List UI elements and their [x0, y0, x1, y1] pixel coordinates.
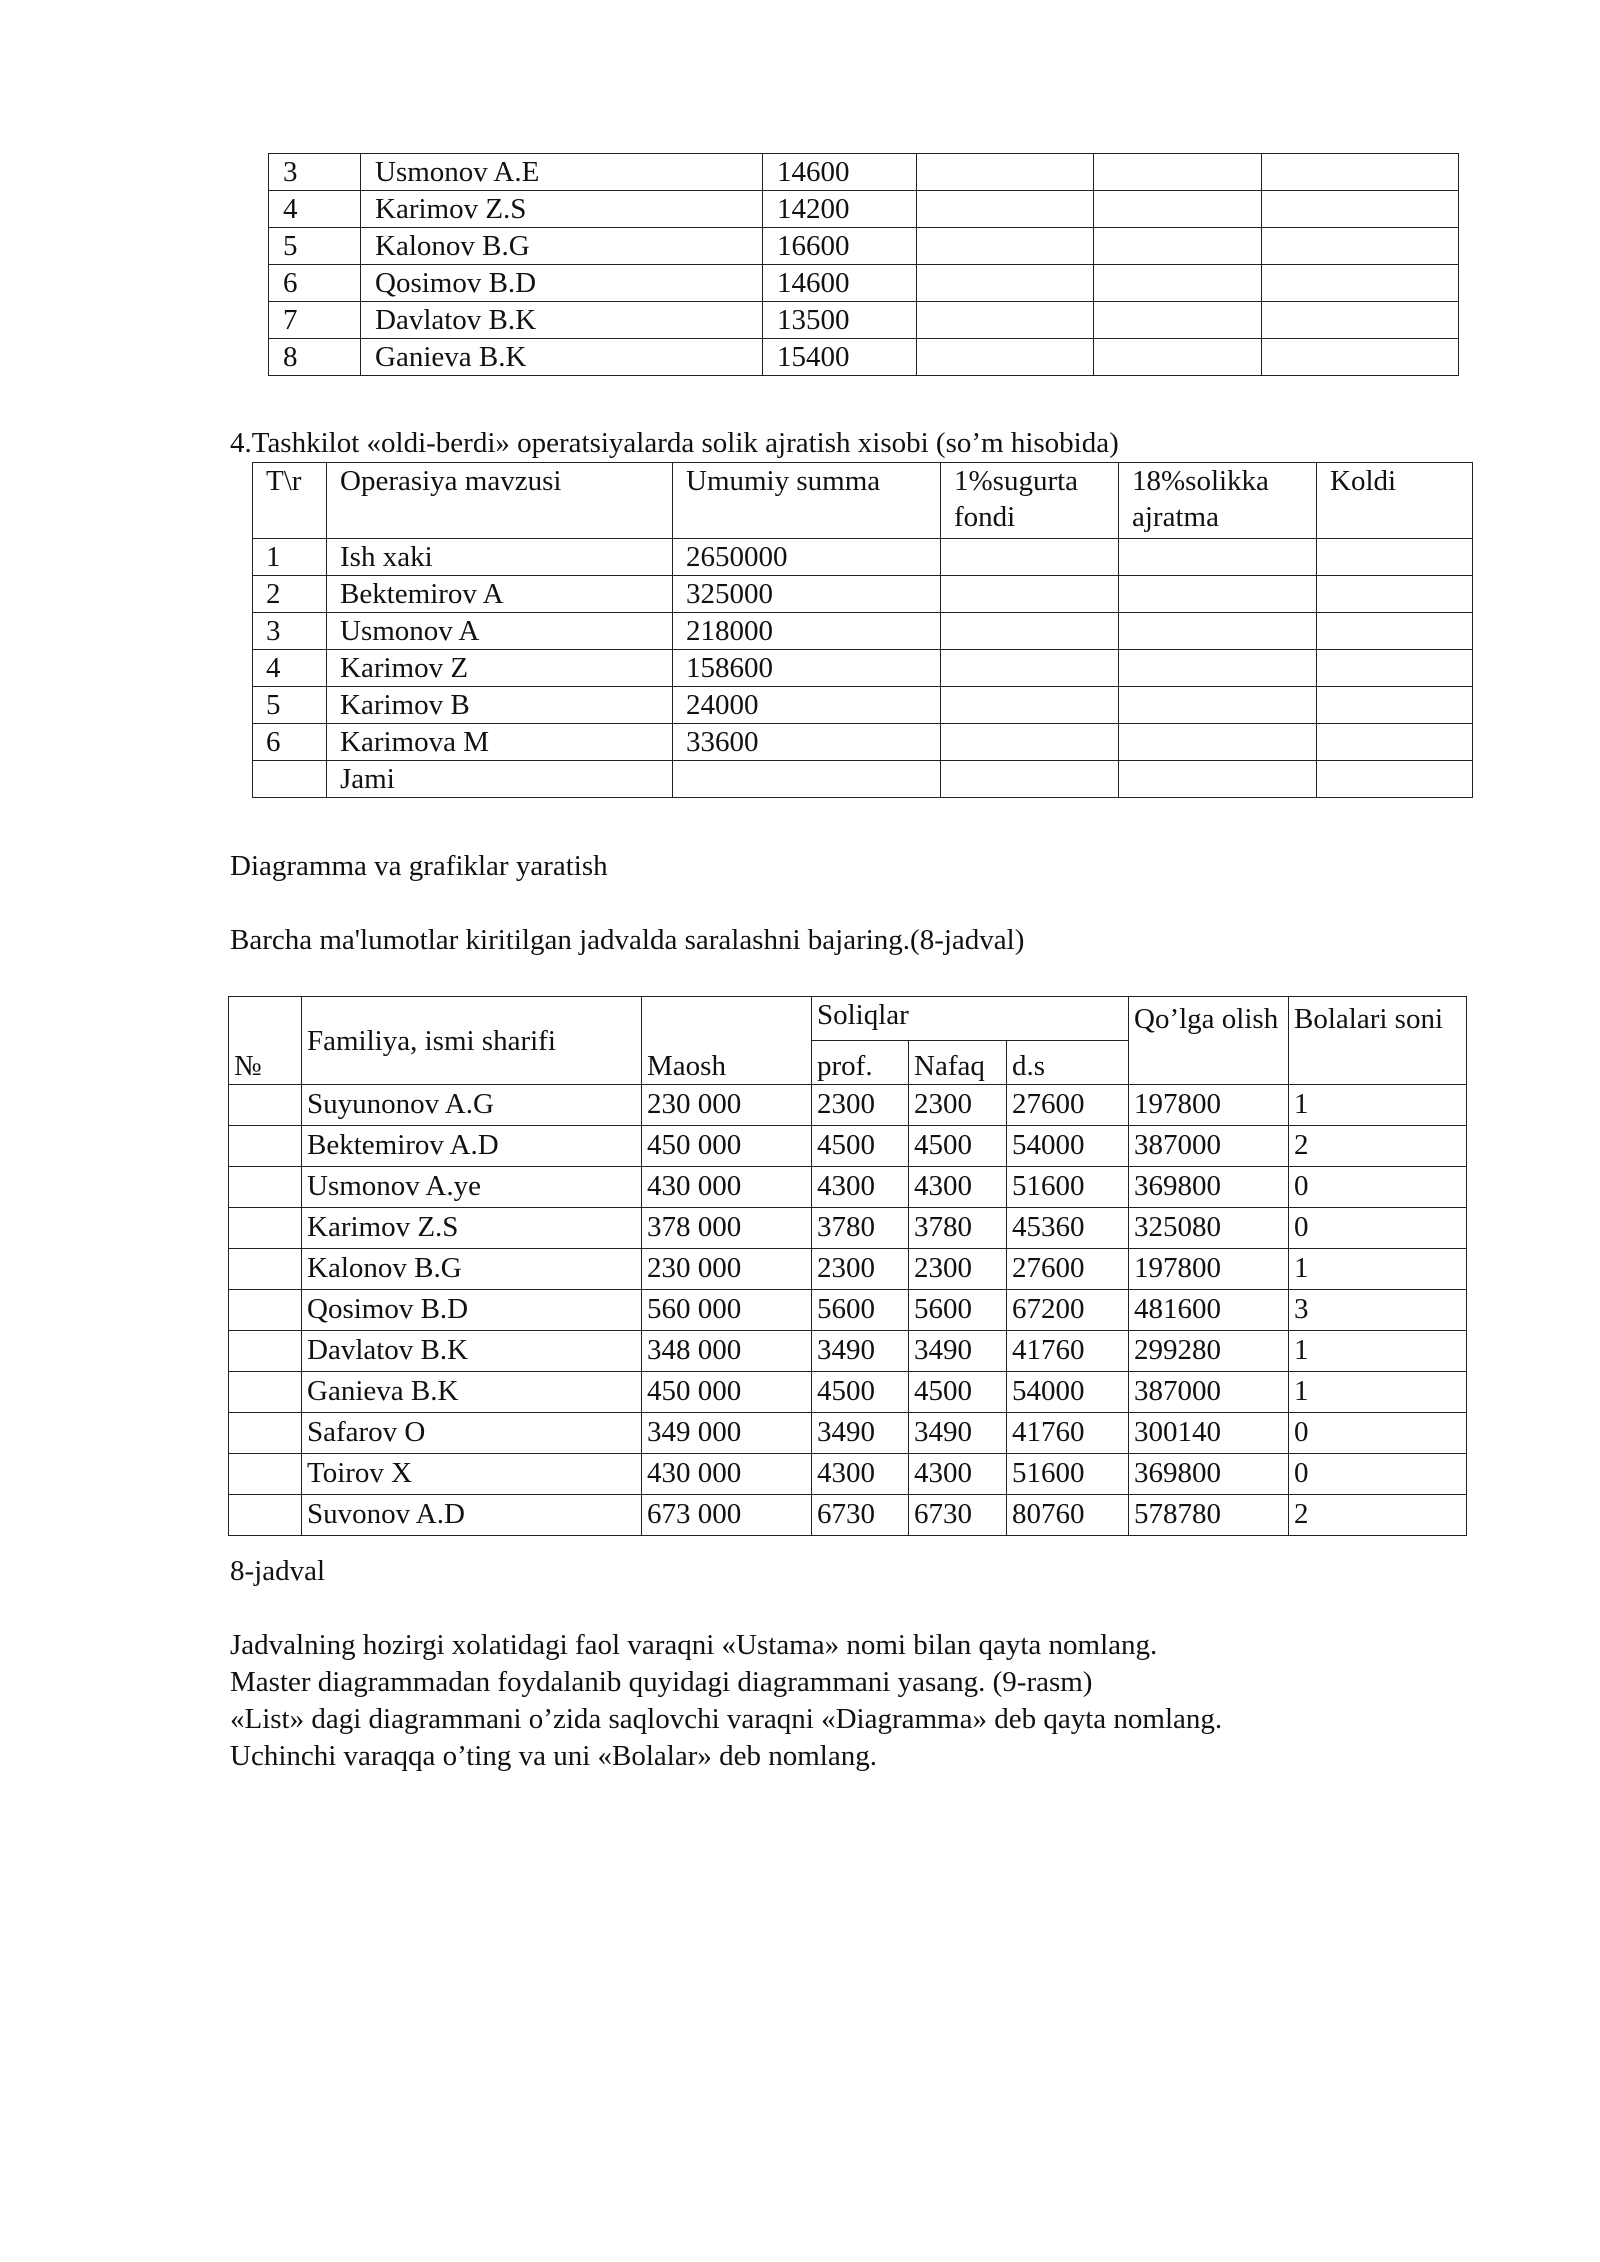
- diagram-heading: Diagramma va grafiklar yaratish: [230, 850, 608, 882]
- table-cell: 2: [253, 576, 327, 613]
- table-cell: 2: [1289, 1495, 1467, 1536]
- table-cell: [1317, 539, 1473, 576]
- table-cell: 325000: [673, 576, 941, 613]
- table-cell: 1: [1289, 1372, 1467, 1413]
- table-cell: [1119, 687, 1317, 724]
- table-cell: [917, 339, 1094, 376]
- table-row: [229, 1331, 1467, 1372]
- table-cell: 0: [1289, 1454, 1467, 1495]
- table-cell: 54000: [1007, 1372, 1129, 1413]
- table-cell: 6: [253, 724, 327, 761]
- table-caption: 8-jadval: [230, 1555, 326, 1587]
- table-cell: [1317, 761, 1473, 798]
- table-cell: Karimov B: [327, 687, 673, 724]
- table-row: [269, 154, 1459, 191]
- table-cell: [1119, 613, 1317, 650]
- table-cell: [941, 761, 1119, 798]
- table-cell: 27600: [1007, 1249, 1129, 1290]
- table-cell: 430 000: [642, 1454, 812, 1495]
- col-header-number: T\r: [253, 463, 327, 539]
- table-row: [229, 1126, 1467, 1167]
- table-cell: Jami: [327, 761, 673, 798]
- table-row: [229, 1454, 1467, 1495]
- sort-instruction: Barcha ma'lumotlar kiritilgan jadvalda saralashni bajaring.(8-jadval): [230, 924, 1025, 956]
- table-cell: [229, 1495, 302, 1536]
- table-cell: Suyunonov A.G: [302, 1085, 642, 1126]
- table-cell: Karimov Z.S: [361, 191, 763, 228]
- table-row: [229, 1413, 1467, 1454]
- table-cell: [917, 265, 1094, 302]
- table-cell: [917, 302, 1094, 339]
- table-cell: 4500: [812, 1126, 909, 1167]
- table-cell: 1: [253, 539, 327, 576]
- table-cell: [917, 154, 1094, 191]
- table-cell: [1262, 302, 1459, 339]
- table-cell: 13500: [763, 302, 917, 339]
- tax-operations-table: [252, 462, 1473, 798]
- table-cell: [1317, 650, 1473, 687]
- table-cell: 1: [1289, 1249, 1467, 1290]
- table-cell: 54000: [1007, 1126, 1129, 1167]
- table-cell: 7: [269, 302, 361, 339]
- table-cell: 6730: [909, 1495, 1007, 1536]
- table-cell: 387000: [1129, 1372, 1289, 1413]
- table-cell: [941, 576, 1119, 613]
- table-cell: [1317, 687, 1473, 724]
- table-cell: 27600: [1007, 1085, 1129, 1126]
- table-cell: [229, 1290, 302, 1331]
- table-cell: 5: [253, 687, 327, 724]
- instruction-4: Uchinchi varaqqa o’ting va uni «Bolalar» deb nomlang.: [230, 1740, 877, 1772]
- table-cell: [1094, 154, 1262, 191]
- table-cell: 4: [269, 191, 361, 228]
- table-cell: [941, 613, 1119, 650]
- col-header-number: №: [229, 997, 302, 1085]
- instruction-1: Jadvalning hozirgi xolatidagi faol varaqni «Ustama» nomi bilan qayta nomlang.: [230, 1629, 1158, 1661]
- table-cell: [229, 1126, 302, 1167]
- table-cell: 15400: [763, 339, 917, 376]
- table-cell: 560 000: [642, 1290, 812, 1331]
- table-cell: 41760: [1007, 1413, 1129, 1454]
- section-4-heading: 4.Tashkilot «oldi-berdi» operatsiyalarda solik ajratish xisobi (so’m hisobida): [230, 427, 1119, 459]
- table-cell: [1262, 228, 1459, 265]
- table-cell: 14600: [763, 265, 917, 302]
- table-cell: 230 000: [642, 1249, 812, 1290]
- table-cell: Usmonov A.ye: [302, 1167, 642, 1208]
- table-row: [229, 1085, 1467, 1126]
- table-cell: [1119, 761, 1317, 798]
- col-header-insurance: 1%sugurta fondi: [941, 463, 1119, 539]
- table-cell: 5600: [909, 1290, 1007, 1331]
- table-cell: [1317, 576, 1473, 613]
- table-cell: 197800: [1129, 1085, 1289, 1126]
- table-cell: 230 000: [642, 1085, 812, 1126]
- table-cell: Safarov O: [302, 1413, 642, 1454]
- table-cell: Karimov Z: [327, 650, 673, 687]
- table-cell: [229, 1085, 302, 1126]
- col-header-taxes: Soliqlar: [812, 997, 1129, 1041]
- instruction-3: «List» dagi diagrammani o’zida saqlovchi varaqni «Diagramma» deb qayta nomlang.: [230, 1703, 1223, 1735]
- table-cell: [1317, 613, 1473, 650]
- table-cell: [229, 1208, 302, 1249]
- table-cell: 51600: [1007, 1167, 1129, 1208]
- table-cell: 33600: [673, 724, 941, 761]
- table-cell: Ish xaki: [327, 539, 673, 576]
- table-row: [269, 302, 1459, 339]
- table-row: [253, 724, 1473, 761]
- table-cell: 481600: [1129, 1290, 1289, 1331]
- table-cell: [1094, 265, 1262, 302]
- col-header-children: Bolalari soni: [1289, 997, 1467, 1085]
- table-cell: Qosimov B.D: [361, 265, 763, 302]
- table-cell: 378 000: [642, 1208, 812, 1249]
- table-cell: 45360: [1007, 1208, 1129, 1249]
- table-row: [269, 265, 1459, 302]
- table-cell: [229, 1331, 302, 1372]
- table-cell: 300140: [1129, 1413, 1289, 1454]
- table-cell: [229, 1372, 302, 1413]
- table-cell: 218000: [673, 613, 941, 650]
- table-cell: 578780: [1129, 1495, 1289, 1536]
- table-cell: 0: [1289, 1167, 1467, 1208]
- table-cell: 3490: [909, 1331, 1007, 1372]
- table-cell: 2: [1289, 1126, 1467, 1167]
- table-cell: 450 000: [642, 1372, 812, 1413]
- table-cell: [941, 539, 1119, 576]
- table-cell: Davlatov B.K: [302, 1331, 642, 1372]
- table-cell: 3: [269, 154, 361, 191]
- table-cell: 2650000: [673, 539, 941, 576]
- instruction-2: Master diagrammadan foydalanib quyidagi diagrammani yasang. (9-rasm): [230, 1666, 1093, 1698]
- table-cell: 4300: [812, 1167, 909, 1208]
- table-cell: [1094, 339, 1262, 376]
- table-row: [229, 1167, 1467, 1208]
- table-cell: 3490: [812, 1413, 909, 1454]
- table-cell: 430 000: [642, 1167, 812, 1208]
- table-cell: [1094, 228, 1262, 265]
- table-cell: 4500: [909, 1372, 1007, 1413]
- table-cell: [917, 191, 1094, 228]
- table-row: [229, 1208, 1467, 1249]
- table-row: [253, 576, 1473, 613]
- table-cell: 2300: [812, 1085, 909, 1126]
- table-cell: 369800: [1129, 1454, 1289, 1495]
- table-cell: 4300: [909, 1167, 1007, 1208]
- table-cell: [1262, 154, 1459, 191]
- table-row: [253, 687, 1473, 724]
- table-row: [253, 613, 1473, 650]
- col-header-remainder: Koldi: [1317, 463, 1473, 539]
- table-cell: [941, 687, 1119, 724]
- col-header-nafaq: Nafaq: [909, 1041, 1007, 1085]
- table-cell: 4300: [909, 1454, 1007, 1495]
- table-header-row: [229, 997, 1467, 1041]
- table-cell: [229, 1249, 302, 1290]
- table-cell: 3780: [909, 1208, 1007, 1249]
- table-cell: 3: [1289, 1290, 1467, 1331]
- table-row: [229, 1249, 1467, 1290]
- table-cell: [1094, 191, 1262, 228]
- table-cell: [917, 228, 1094, 265]
- table-row: [253, 761, 1473, 798]
- table-row: [269, 191, 1459, 228]
- table-cell: 299280: [1129, 1331, 1289, 1372]
- table-cell: [229, 1413, 302, 1454]
- col-header-net: Qo’lga olish: [1129, 997, 1289, 1085]
- table-cell: [941, 650, 1119, 687]
- table-cell: Ganieva B.K: [302, 1372, 642, 1413]
- table-cell: 4500: [909, 1126, 1007, 1167]
- table-cell: 16600: [763, 228, 917, 265]
- table-cell: [1262, 191, 1459, 228]
- table-cell: 14200: [763, 191, 917, 228]
- table-cell: Bektemirov A.D: [302, 1126, 642, 1167]
- table-8: [228, 996, 1467, 1536]
- table-cell: Karimov Z.S: [302, 1208, 642, 1249]
- table-cell: [253, 761, 327, 798]
- col-header-tax: 18%solikka ajratma: [1119, 463, 1317, 539]
- table-cell: 67200: [1007, 1290, 1129, 1331]
- table-cell: 349 000: [642, 1413, 812, 1454]
- table-row: [253, 650, 1473, 687]
- table-cell: Kalonov B.G: [361, 228, 763, 265]
- table-row: [269, 228, 1459, 265]
- table-cell: 673 000: [642, 1495, 812, 1536]
- table-cell: 369800: [1129, 1167, 1289, 1208]
- table-cell: 6: [269, 265, 361, 302]
- table-cell: 2300: [909, 1249, 1007, 1290]
- col-header-ds: d.s: [1007, 1041, 1129, 1085]
- table-cell: 5600: [812, 1290, 909, 1331]
- table-cell: 1: [1289, 1085, 1467, 1126]
- table-cell: 14600: [763, 154, 917, 191]
- table-cell: 5: [269, 228, 361, 265]
- col-header-prof: prof.: [812, 1041, 909, 1085]
- salary-table-continuation: [268, 153, 1459, 376]
- table-cell: 3780: [812, 1208, 909, 1249]
- table-cell: 3490: [909, 1413, 1007, 1454]
- table-cell: Ganieva B.K: [361, 339, 763, 376]
- table-cell: [941, 724, 1119, 761]
- table-cell: 24000: [673, 687, 941, 724]
- table-cell: 325080: [1129, 1208, 1289, 1249]
- table-cell: [229, 1454, 302, 1495]
- col-header-name: Familiya, ismi sharifi: [302, 997, 642, 1085]
- table-cell: [1262, 265, 1459, 302]
- table-row: [229, 1290, 1467, 1331]
- col-header-salary: Maosh: [642, 997, 812, 1085]
- table-cell: 3: [253, 613, 327, 650]
- table-cell: Davlatov B.K: [361, 302, 763, 339]
- table-cell: [673, 761, 941, 798]
- table-row: [229, 1372, 1467, 1413]
- table-row: [253, 539, 1473, 576]
- table-row: [269, 339, 1459, 376]
- table-cell: Usmonov A: [327, 613, 673, 650]
- table-cell: Kalonov B.G: [302, 1249, 642, 1290]
- table-cell: 158600: [673, 650, 941, 687]
- table-cell: 1: [1289, 1331, 1467, 1372]
- table-cell: 41760: [1007, 1331, 1129, 1372]
- table-cell: [1119, 539, 1317, 576]
- table-cell: [1317, 724, 1473, 761]
- table-cell: 2300: [909, 1085, 1007, 1126]
- table-cell: [229, 1167, 302, 1208]
- table-cell: [1119, 576, 1317, 613]
- table-cell: Qosimov B.D: [302, 1290, 642, 1331]
- table-cell: 2300: [812, 1249, 909, 1290]
- table-cell: 197800: [1129, 1249, 1289, 1290]
- table-cell: 450 000: [642, 1126, 812, 1167]
- table-cell: Usmonov A.E: [361, 154, 763, 191]
- table-cell: Bektemirov A: [327, 576, 673, 613]
- table-cell: [1094, 302, 1262, 339]
- table-cell: Toirov X: [302, 1454, 642, 1495]
- table-cell: 8: [269, 339, 361, 376]
- table-cell: 4: [253, 650, 327, 687]
- table-cell: 51600: [1007, 1454, 1129, 1495]
- col-header-total: Umumiy summa: [673, 463, 941, 539]
- table-cell: 387000: [1129, 1126, 1289, 1167]
- table-cell: [1262, 339, 1459, 376]
- table-header-row: [253, 463, 1473, 539]
- table-cell: 4300: [812, 1454, 909, 1495]
- table-cell: Suvonov A.D: [302, 1495, 642, 1536]
- table-cell: 6730: [812, 1495, 909, 1536]
- col-header-operation: Operasiya mavzusi: [327, 463, 673, 539]
- table-cell: 0: [1289, 1208, 1467, 1249]
- table-cell: [1119, 724, 1317, 761]
- table-cell: 80760: [1007, 1495, 1129, 1536]
- table-cell: 0: [1289, 1413, 1467, 1454]
- table-cell: [1119, 650, 1317, 687]
- table-cell: 348 000: [642, 1331, 812, 1372]
- table-cell: 3490: [812, 1331, 909, 1372]
- table-cell: 4500: [812, 1372, 909, 1413]
- table-cell: Karimova M: [327, 724, 673, 761]
- table-row: [229, 1495, 1467, 1536]
